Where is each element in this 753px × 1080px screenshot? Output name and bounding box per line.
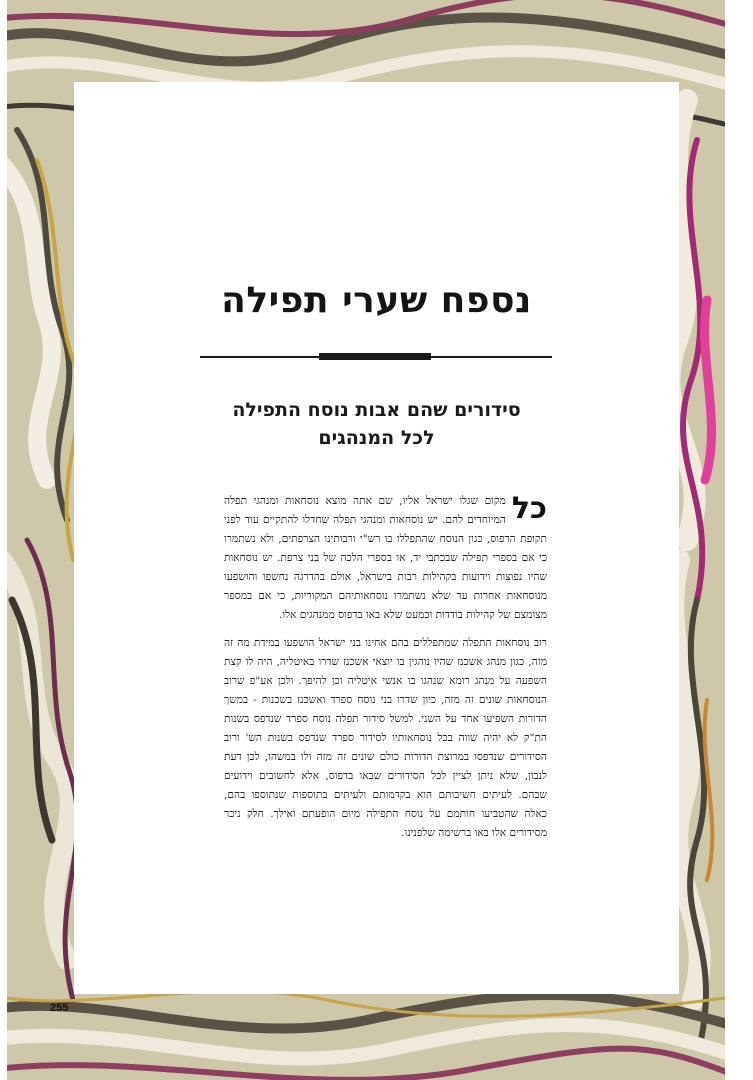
paragraph-1-text: מקום שגלו ישראל אליו, שם אתה מוצא נוסחאות ומנהגי תפלה המיוחדים להם. יש נוסחאות ומנהגי תפלה שחדלו להתקיים עוד לפני תקופת הדפוס, כגון הנוסח שהתפללו בו רש"י ורבותינו הצרפתים, ולא נשתמרו כי אם בספרי תפילה שבכתבי יד, או בספרי הלכה של בני צרפת. יש נוסחאות שהיו נפוצות וידועות בקהילות רבות בישראל, אולם בהדרגה נחשפו והושפעו מנוסחאות אחרות עד שלא נשתמרו נוסחאותיהם המקוריות, כי אם במספר מצומצם של קהילות בודדות וכמעט שלא באו בדפוס ממנהגים אלו. [224,495,547,621]
paragraph-1 [224,492,547,625]
page-number: 255 [50,1002,69,1014]
page-panel [74,82,679,994]
drop-cap: כל [511,491,547,526]
page-title: נספח שערי תפילה [221,280,532,321]
paragraph-2: רוב נוסחאות התפלה שמתפללים בהם אחינו בני ישראל הושפעו במידת מה זה מזה, כגון מנהג אשכנז שהיו נוהגין בו יוצאי אשכנז שדרו באיטליה, היה לו קצת השפעה על מנהג רומא שנהגו בו אנשי איטליה וכן להיפך. ולכן אע"פ שרוב הנוסחאות שונים זה מזה, כיון שדרו בני נוסח ספרד ואשכנז בשכנות - במשך הדורות השפיעו אחד על השני. למשל סידור תפלה נוסח ספרד שנדפס בשנות הת"ק לא יהיה שווה בכל נוסחאותיו לסידור ספרד שנדפס בשנות הש' ורוב הסידורים שנדפסו במרוצת הדורות כולם שונים זה מזה ולו במשהו, לכן דעת לנבון, שלא ניתן לציין לכל הסידורים שבאו בדפוס, אלא לחשובים וידועים שבהם. לעיתים חשיבותם הוא בקדמותם ולעיתים בתוספות שנתוספו בהם, כאלה שהטביעו חותמם על נוסח התפילה מיום הופעתם ואילך. חלק ניכר מסידורים אלו באו ברשימה שלפנינו. [224,637,547,839]
title-divider-accent [319,353,431,360]
subtitle-line-1: סידורים שהם אבות נוסח התפילה [232,399,521,421]
body-text [224,492,547,852]
subtitle-line-2: לכל המנהגים [318,427,435,449]
subtitle [74,396,679,452]
